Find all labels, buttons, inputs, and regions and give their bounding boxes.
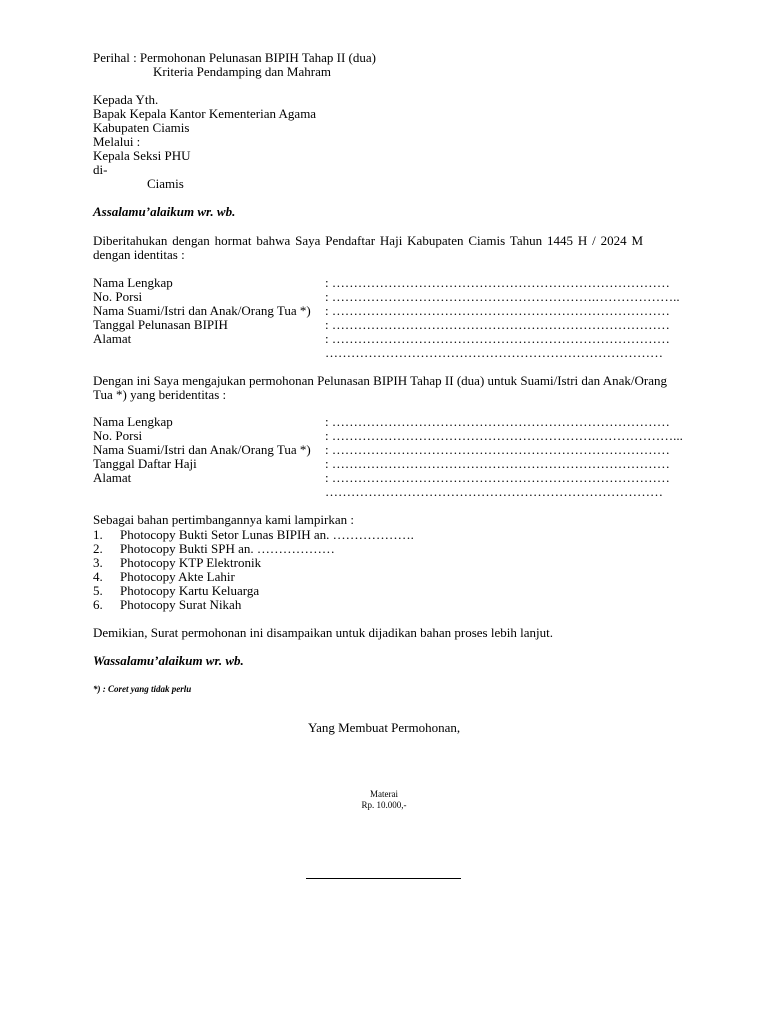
attachments-heading: Sebagai bahan pertimbangannya kami lampirkan : — [93, 512, 354, 527]
recipient-line: Kepala Seksi PHU — [93, 148, 191, 163]
intro-line: Diberitahukan dengan hormat bahwa Saya Pendaftar Haji Kabupaten Ciamis Tahun 1445 H / 2024 M — [93, 233, 643, 248]
request-line: Tua *) yang beridentitas : — [93, 387, 227, 402]
request-line: Dengan ini Saya mengajukan permohonan Pelunasan BIPIH Tahap II (dua) untuk Suami/Istri dan Anak/Orang — [93, 373, 667, 388]
farewell: Wassalamu’alaikum wr. wb. — [93, 653, 244, 668]
recipient-line: di- — [93, 162, 108, 177]
closing-statement: Demikian, Surat permohonan ini disampaikan untuk dijadikan bahan proses lebih lanjut. — [93, 625, 553, 640]
intro-line: dengan identitas : — [93, 247, 185, 262]
perihal-line: Perihal : Permohonan Pelunasan BIPIH Tahap II (dua) — [93, 50, 376, 65]
recipient-line: Kepada Yth. — [93, 92, 159, 107]
signature-line — [306, 878, 461, 879]
perihal-subline: Kriteria Pendamping dan Mahram — [153, 64, 331, 79]
greeting: Assalamu’alaikum wr. wb. — [93, 204, 236, 219]
recipient-line: Melalui : — [93, 134, 141, 149]
materai-amount: Rp. 10.000,- — [361, 800, 407, 810]
materai-label: Materai — [370, 789, 398, 799]
letter-page: Perihal : Permohonan Pelunasan BIPIH Tahap II (dua) Kriteria Pendamping dan Mahram Kepada Yth. Bapak Kepala Kantor Kementerian Agama Kabupaten Ciamis Melalui : Kepala Seksi PHU di- Ciamis Assalamu’alaikum wr. wb. Diberitahukan dengan hormat bahwa Saya Pendaftar Haji Kabupaten Ciamis Tahun 1445 H / 2024 M dengan identitas : Nama Lengkap : …………………………………………………………………… No. Porsi : …………………………………………………….……………….. Nama Suami/Istri dan Anak/Orang Tua *) : …………………………………………………………………… Tanggal Pelunasan BIPIH : …………………………………………………………………… Alamat : …………………………………………………………………… …………………………………………………………………… Dengan ini Saya mengajukan permohonan Pelunasan BIPIH Tahap II (dua) untuk Suami/Istri dan Anak/Orang Tua *) yang beridentitas : Nama Lengkap : …………………………………………………………………… No. Porsi : …………………………………………………….………………... Nama Suami/Istri dan Anak/Orang Tua *) : …………………………………………………………………… Tanggal Daftar Haji : …………………………………………………………………… Alamat : …………………………………………………………………… …………………………………………………………………… Sebagai bahan pertimbangannya kami lampirkan : 1. Photocopy Bukti Setor Lunas BIPIH an. ………………. 2. Photocopy Bukti SPH an. ……………… 3. Photocopy KTP Elektronik 4. Photocopy Akte Lahir 5. Photocopy Kartu Keluarga 6. Photocopy Surat Nikah Demikian, Surat permohonan ini disampaikan untuk dijadikan bahan proses lebih lanjut. Wassalamu’alaikum wr. wb. *) : Coret yang tidak perlu Yang Membuat Permohonan, Materai Rp. 10.000,- — [0, 0, 768, 1024]
signature-title: Yang Membuat Permohonan, — [308, 720, 461, 735]
footnote: *) : Coret yang tidak perlu — [93, 684, 192, 694]
recipient-line: Kabupaten Ciamis — [93, 120, 190, 135]
recipient-city: Ciamis — [147, 176, 184, 191]
recipient-line: Bapak Kepala Kantor Kementerian Agama — [93, 106, 317, 121]
